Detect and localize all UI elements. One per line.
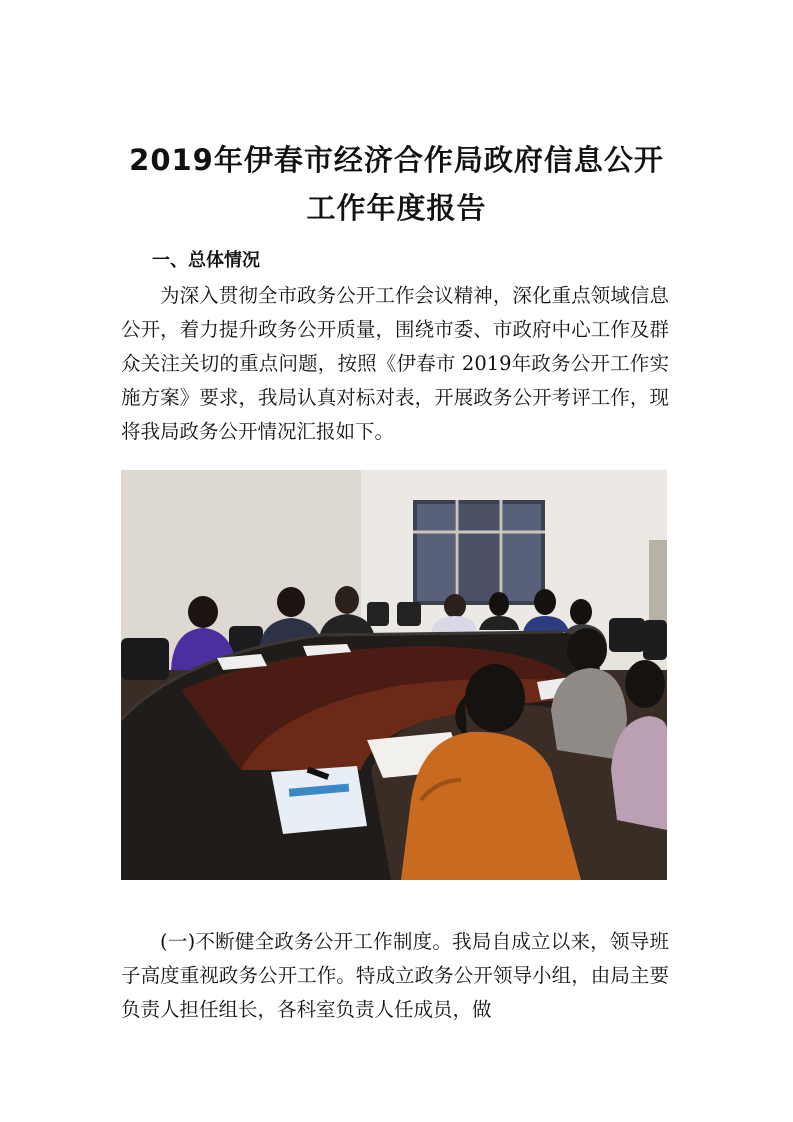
subsection-paragraph-1: (一)不断健全政务公开工作制度。我局自成立以来，领导班子高度重视政务公开工作。特成立政务公开领导小组，由局主要负责人担任组长，各科室负责人任成员，做 <box>121 930 669 1021</box>
document-title-line2: 工作年度报告 <box>306 191 487 225</box>
section-heading-overview: 一、总体情况 <box>152 250 260 271</box>
meeting-photo <box>121 470 667 880</box>
overview-paragraph: 为深入贯彻全市政务公开工作会议精神，深化重点领域信息公开，着力提升政务公开质量，围绕市委、市政府中心工作及群众关注关切的重点问题，按照《伊春市 2019年政务公开工作实施方案》要求，我局认真对标对表，开展政务公开考评工作，现将我局政务公开情况汇报如下。 <box>121 284 669 443</box>
document-title-line1: 2019年伊春市经济合作局政府信息公开 <box>129 143 664 177</box>
